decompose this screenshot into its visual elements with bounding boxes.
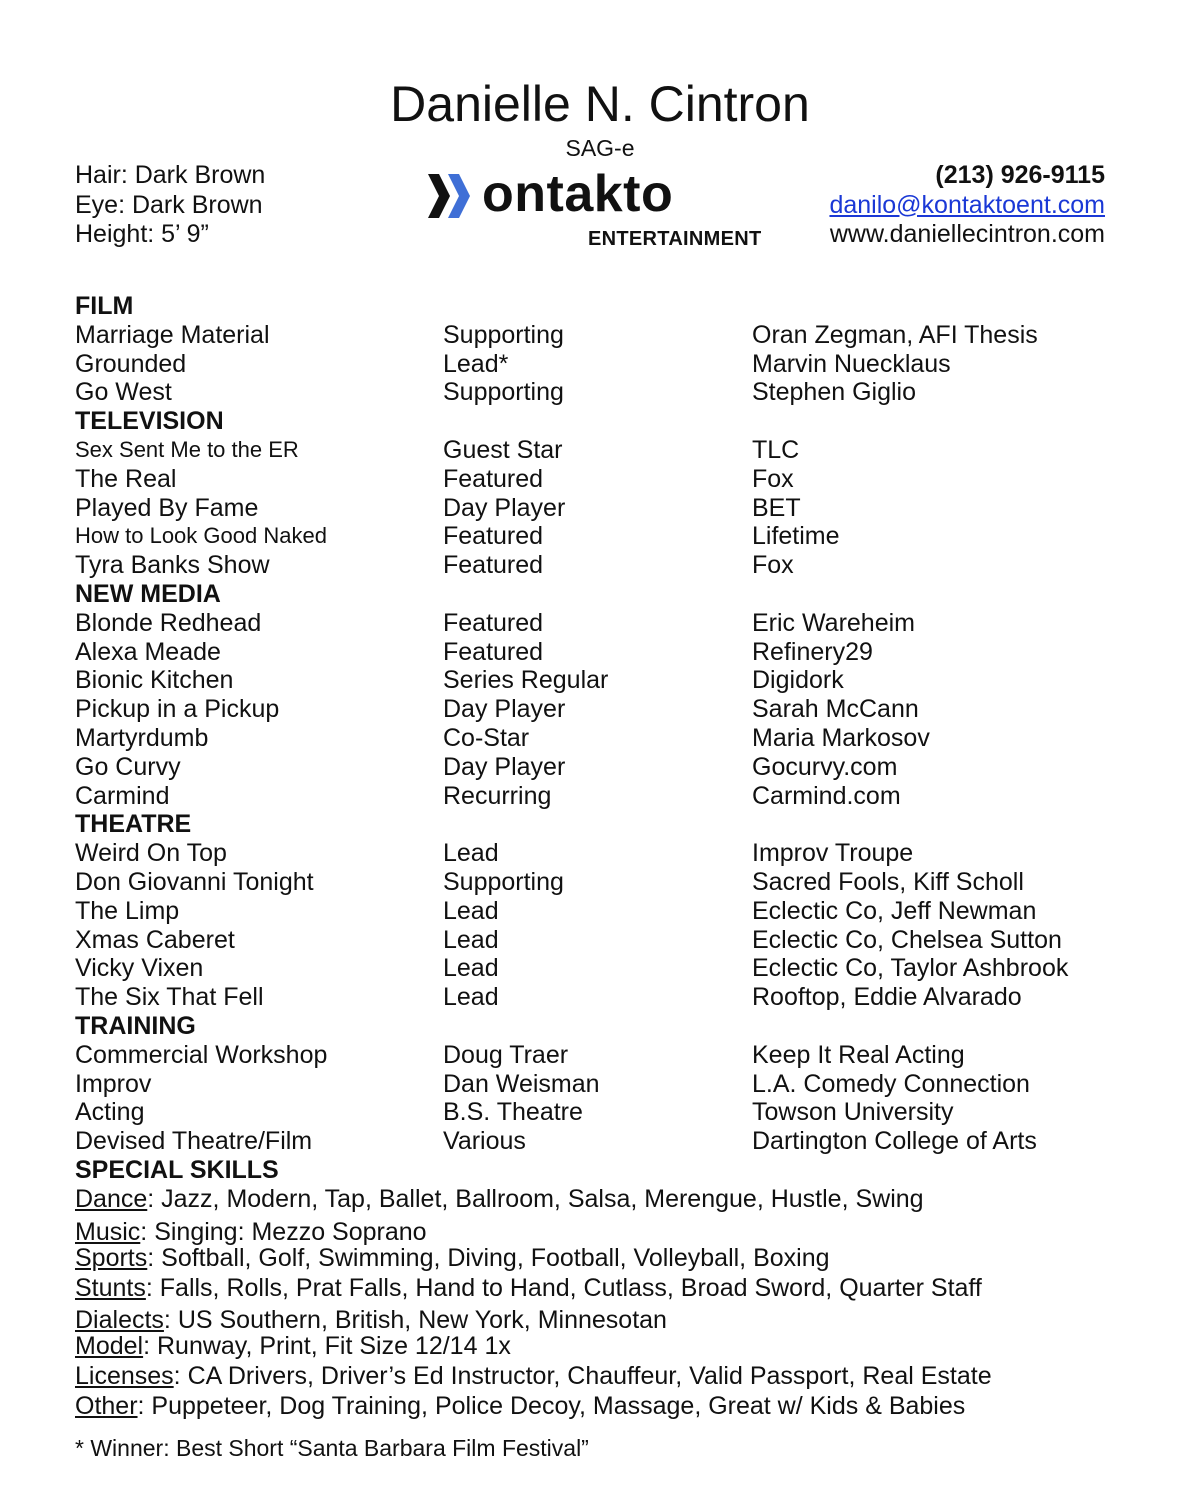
credit-row bbox=[75, 465, 1125, 494]
skill-line bbox=[75, 1306, 667, 1335]
skill-category-label: Music bbox=[75, 1218, 141, 1246]
credit-role: Lead* bbox=[443, 349, 509, 378]
credit-role: Lead bbox=[443, 896, 499, 925]
credit-title: Go Curvy bbox=[75, 752, 181, 781]
credit-title: Go West bbox=[75, 378, 172, 407]
credit-company: Improv Troupe bbox=[752, 839, 914, 868]
website-text: www.daniellecintron.com bbox=[829, 220, 1105, 248]
credit-company: Dartington College of Arts bbox=[752, 1127, 1037, 1156]
skill-line bbox=[75, 1244, 830, 1273]
credit-title: Tyra Banks Show bbox=[75, 551, 270, 580]
skill-category-label: Dance bbox=[75, 1185, 148, 1213]
credit-title: How to Look Good Naked bbox=[75, 523, 327, 549]
credit-row bbox=[75, 321, 1125, 350]
credit-title: Commercial Workshop bbox=[75, 1040, 328, 1069]
skill-category-label: Dialects bbox=[75, 1306, 164, 1334]
credit-role: Featured bbox=[443, 551, 544, 580]
credit-role: Featured bbox=[443, 637, 544, 666]
credit-company: Eclectic Co, Jeff Newman bbox=[752, 896, 1037, 925]
credit-role: Various bbox=[443, 1127, 526, 1156]
skill-line bbox=[75, 1218, 427, 1247]
section-heading-text: TELEVISION bbox=[75, 407, 224, 436]
union-status: SAG-e bbox=[565, 135, 635, 161]
credit-role: Doug Traer bbox=[443, 1040, 569, 1069]
credit-row bbox=[75, 1098, 1125, 1127]
credit-role: Day Player bbox=[443, 695, 566, 724]
credit-title: Vicky Vixen bbox=[75, 954, 204, 983]
credit-title: Marriage Material bbox=[75, 320, 270, 349]
credit-role: Recurring bbox=[443, 781, 552, 810]
skill-category-label: Sports bbox=[75, 1244, 148, 1272]
actor-name: Danielle N. Cintron bbox=[390, 76, 810, 132]
email-link[interactable]: danilo@kontaktoent.com bbox=[829, 190, 1105, 219]
skill-category-label: Other bbox=[75, 1392, 138, 1420]
credit-company: Rooftop, Eddie Alvarado bbox=[752, 983, 1022, 1012]
credit-title: Devised Theatre/Film bbox=[75, 1127, 313, 1156]
credit-row bbox=[75, 753, 1125, 782]
credit-title: Blonde Redhead bbox=[75, 608, 262, 637]
credit-title: Acting bbox=[75, 1098, 145, 1127]
skill-category-label: Stunts bbox=[75, 1274, 146, 1302]
section-heading bbox=[75, 292, 1125, 321]
credit-role: Lead bbox=[443, 983, 499, 1012]
skill-category-values: : Softball, Golf, Swimming, Diving, Football, Volleyball, Boxing bbox=[147, 1244, 830, 1272]
agency-logo-word: ontakto bbox=[482, 165, 674, 223]
credit-company: Eclectic Co, Taylor Ashbrook bbox=[752, 954, 1069, 983]
credit-role: Lead bbox=[443, 839, 499, 868]
eye-stat: Eye: Dark Brown bbox=[75, 190, 263, 219]
physical-stats bbox=[75, 161, 265, 250]
credit-company: Oran Zegman, AFI Thesis bbox=[752, 320, 1038, 349]
credit-company: Eric Wareheim bbox=[752, 608, 915, 637]
credit-row bbox=[75, 551, 1125, 580]
credits-table bbox=[75, 292, 1125, 1185]
skill-category-values: : Falls, Rolls, Prat Falls, Hand to Hand, Cutlass, Broad Sword, Quarter Staff bbox=[145, 1274, 982, 1302]
credit-company: Fox bbox=[752, 464, 794, 493]
section-heading-text: FILM bbox=[75, 292, 134, 320]
credit-company: Digidork bbox=[752, 666, 844, 695]
agency-logo bbox=[426, 165, 771, 256]
credit-row bbox=[75, 926, 1125, 955]
credit-row bbox=[75, 868, 1125, 897]
credit-title: Weird On Top bbox=[75, 839, 227, 868]
award-footnote: * Winner: Best Short “Santa Barbara Film Festival” bbox=[75, 1435, 589, 1461]
credit-role: Day Player bbox=[443, 493, 566, 522]
skill-line bbox=[75, 1392, 965, 1421]
credit-row bbox=[75, 436, 1125, 465]
credit-title: Alexa Meade bbox=[75, 637, 221, 666]
credit-role: Lead bbox=[443, 925, 499, 954]
credit-title: The Limp bbox=[75, 896, 180, 925]
credit-row bbox=[75, 1127, 1125, 1156]
credit-row bbox=[75, 897, 1125, 926]
section-heading-text: TRAINING bbox=[75, 1011, 196, 1040]
credit-company: Sacred Fools, Kiff Scholl bbox=[752, 867, 1024, 896]
section-heading bbox=[75, 1012, 1125, 1041]
credit-title: The Six That Fell bbox=[75, 983, 264, 1012]
credit-company: Sarah McCann bbox=[752, 695, 919, 724]
section-heading bbox=[75, 1156, 1125, 1185]
credit-row bbox=[75, 638, 1125, 667]
skill-category-values: : Runway, Print, Fit Size 12/14 1x bbox=[143, 1332, 511, 1360]
credit-company: Stephen Giglio bbox=[752, 378, 917, 407]
credit-row bbox=[75, 522, 1125, 551]
credit-title: Bionic Kitchen bbox=[75, 666, 234, 695]
section-heading-text: NEW MEDIA bbox=[75, 579, 221, 608]
credit-role: Lead bbox=[443, 954, 499, 983]
skill-category-label: Model bbox=[75, 1332, 144, 1360]
credit-title: Grounded bbox=[75, 349, 187, 378]
credit-company: Maria Markosov bbox=[752, 723, 930, 752]
height-stat: Height: 5’ 9” bbox=[75, 220, 209, 248]
credit-row bbox=[75, 1070, 1125, 1099]
credit-company: Carmind.com bbox=[752, 781, 901, 810]
credit-role: Supporting bbox=[443, 867, 564, 896]
skill-category-values: : Singing: Mezzo Soprano bbox=[140, 1218, 427, 1246]
credit-company: Gocurvy.com bbox=[752, 752, 898, 781]
skill-line bbox=[75, 1274, 982, 1303]
section-heading-text: SPECIAL SKILLS bbox=[75, 1155, 279, 1184]
credit-role: B.S. Theatre bbox=[443, 1098, 583, 1127]
skill-category-label: Licenses bbox=[75, 1362, 174, 1390]
section-heading bbox=[75, 810, 1125, 839]
credit-row bbox=[75, 666, 1125, 695]
credit-role: Series Regular bbox=[443, 666, 609, 695]
credit-title: Carmind bbox=[75, 781, 170, 810]
skill-category-values: : Puppeteer, Dog Training, Police Decoy, Massage, Great w/ Kids & Babies bbox=[137, 1392, 966, 1420]
credit-row bbox=[75, 983, 1125, 1012]
credit-role: Supporting bbox=[443, 320, 564, 349]
contact-info bbox=[829, 161, 1105, 250]
section-heading bbox=[75, 580, 1125, 609]
agency-logo-subtitle: ENTERTAINMENT bbox=[588, 228, 762, 250]
credit-company: Marvin Nuecklaus bbox=[752, 349, 951, 378]
credit-title: Don Giovanni Tonight bbox=[75, 867, 314, 896]
credit-company: Fox bbox=[752, 551, 794, 580]
credit-role: Co-Star bbox=[443, 723, 530, 752]
skill-category-values: : US Southern, British, New York, Minnesotan bbox=[163, 1306, 667, 1334]
hair-stat: Hair: Dark Brown bbox=[75, 161, 266, 189]
credit-company: Lifetime bbox=[752, 522, 840, 551]
credit-row bbox=[75, 782, 1125, 811]
credit-company: Keep It Real Acting bbox=[752, 1040, 965, 1069]
credit-row bbox=[75, 724, 1125, 753]
credit-row bbox=[75, 1041, 1125, 1070]
credit-company: BET bbox=[752, 493, 801, 522]
credit-role: Guest Star bbox=[443, 435, 563, 464]
credit-title: Played By Fame bbox=[75, 493, 259, 522]
skill-line bbox=[75, 1332, 511, 1361]
section-heading bbox=[75, 407, 1125, 436]
credit-title: Martyrdumb bbox=[75, 723, 209, 752]
skill-category-values: : Jazz, Modern, Tap, Ballet, Ballroom, Salsa, Merengue, Hustle, Swing bbox=[147, 1185, 924, 1213]
credit-title: Improv bbox=[75, 1069, 152, 1098]
credit-role: Dan Weisman bbox=[443, 1069, 600, 1098]
credit-role: Featured bbox=[443, 464, 544, 493]
credit-role: Featured bbox=[443, 608, 544, 637]
phone-number: (213) 926-9115 bbox=[935, 161, 1105, 189]
section-heading-text: THEATRE bbox=[75, 810, 192, 839]
credit-company: L.A. Comedy Connection bbox=[752, 1069, 1030, 1098]
credit-company: Towson University bbox=[752, 1098, 954, 1127]
kontakto-k-logo-icon bbox=[426, 174, 480, 218]
credit-company: Refinery29 bbox=[752, 637, 873, 666]
skill-category-values: : CA Drivers, Driver’s Ed Instructor, Chauffeur, Valid Passport, Real Estate bbox=[173, 1362, 992, 1390]
skill-line bbox=[75, 1185, 924, 1214]
credit-title: Xmas Caberet bbox=[75, 925, 235, 954]
credit-row bbox=[75, 609, 1125, 638]
credit-row bbox=[75, 839, 1125, 868]
credit-role: Day Player bbox=[443, 752, 566, 781]
credit-row bbox=[75, 494, 1125, 523]
credit-company: Eclectic Co, Chelsea Sutton bbox=[752, 925, 1062, 954]
credit-title: The Real bbox=[75, 464, 177, 493]
credit-company: TLC bbox=[752, 435, 800, 464]
credit-row bbox=[75, 695, 1125, 724]
skill-line bbox=[75, 1362, 992, 1391]
credit-row bbox=[75, 954, 1125, 983]
credit-row bbox=[75, 378, 1125, 407]
credit-title: Sex Sent Me to the ER bbox=[75, 436, 299, 462]
credit-role: Featured bbox=[443, 522, 544, 551]
credit-role: Supporting bbox=[443, 378, 564, 407]
credit-row bbox=[75, 350, 1125, 379]
credit-title: Pickup in a Pickup bbox=[75, 695, 280, 724]
